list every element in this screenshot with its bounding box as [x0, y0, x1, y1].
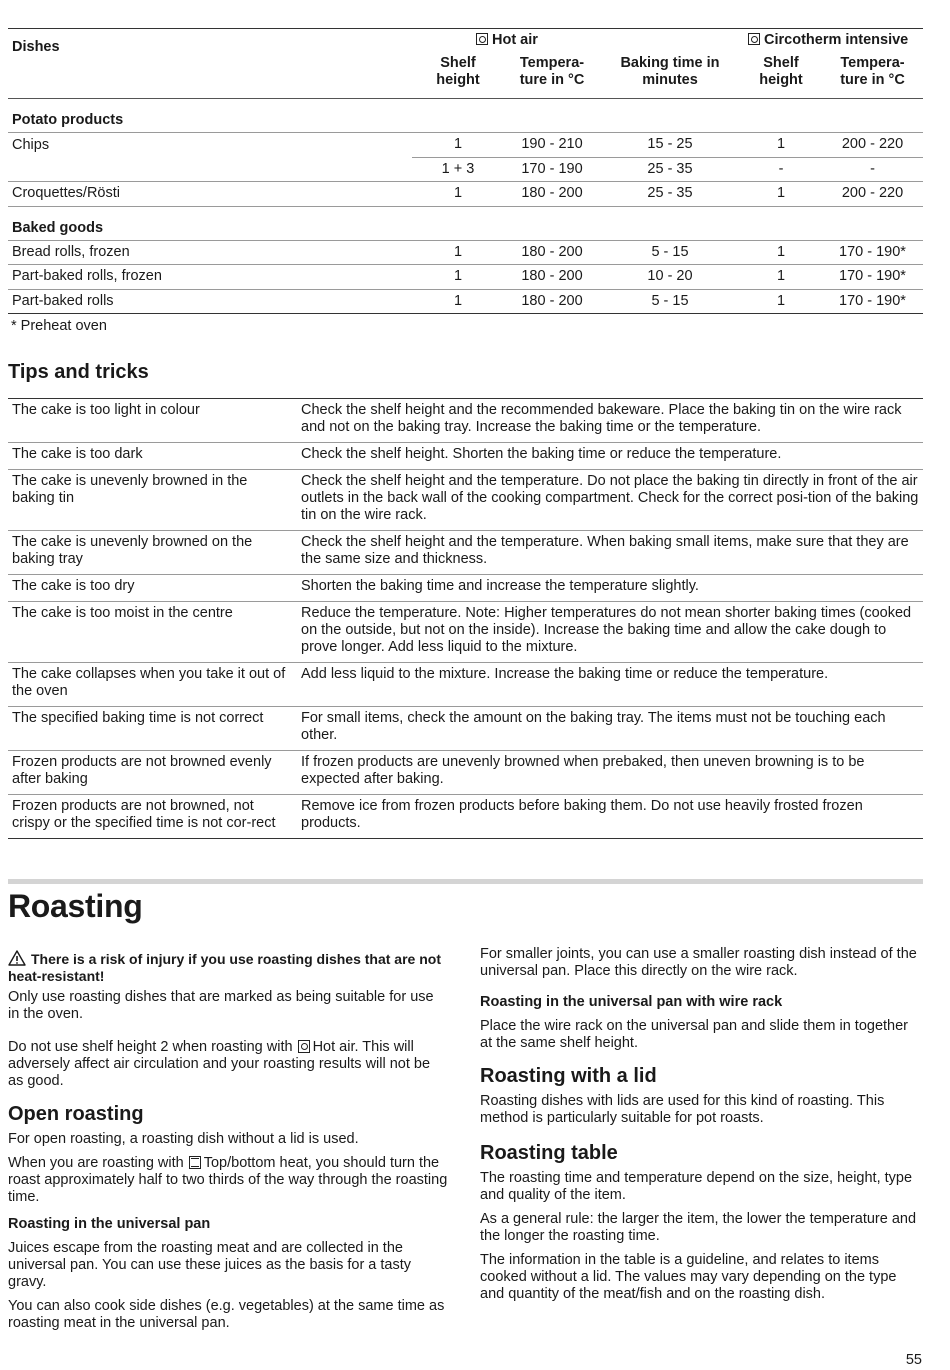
tips-table [8, 398, 923, 839]
paragraph: For open roasting, a roasting dish without a lid is used. [8, 1131, 359, 1147]
tips-row: The cake is too dark Check the shelf height. Shorten the baking time or reduce the temperature. [8, 443, 923, 470]
roasting-title: Roasting [8, 888, 143, 924]
tips-row: The cake is too light in colour Check the shelf height and the recommended bakeware. Place the baking tin on the wire rack and not on the baking tray. Increase the baking time or the temperature. [12, 402, 902, 435]
open-roasting-title: Open roasting [8, 1103, 144, 1125]
col-shelf-2: Shelf height [759, 54, 803, 88]
table-row: Part-baked rolls 1 180 - 200 5 - 15 1 170 - 190* [8, 289, 923, 314]
paragraph: Roasting dishes with lids are used for this kind of roasting. This method is particularly suitable for pot roasts. [480, 1093, 885, 1126]
tips-row: The cake is unevenly browned on the baking tray Check the shelf height and the temperature. When baking small items, make sure that they are the same size and thickness. [8, 531, 923, 575]
top-bottom-heat-icon [189, 1156, 201, 1169]
paragraph: Place the wire rack on the universal pan and slide them in together at the same shelf height. [480, 1018, 908, 1051]
table-row: 1 + 3 170 - 190 25 - 35 - - [8, 157, 923, 182]
tips-row: The cake collapses when you take it out of the oven Add less liquid to the mixture. Increase the baking time or reduce the temperature. [8, 663, 923, 707]
table-row: Croquettes/Rösti 1 180 - 200 25 - 35 1 200 - 220 [8, 182, 923, 207]
col-temp-1: Tempera- ture in °C [519, 54, 585, 88]
roasting-right-column [480, 946, 920, 1310]
tips-title: Tips and tricks [8, 361, 149, 383]
warning-notice: There is a risk of injury if you use roasting dishes that are not heat-resistant! [8, 951, 441, 984]
col-shelf-1: Shelf height [436, 54, 480, 88]
circotherm-icon [748, 33, 760, 45]
page-number: 55 [905, 1352, 922, 1368]
section-baked-goods: Baked goods [8, 206, 923, 240]
section-divider [8, 879, 923, 884]
roasting-table-title: Roasting table [480, 1142, 618, 1164]
col-temp-2: Tempera- ture in °C [840, 54, 905, 88]
paragraph: The roasting time and temperature depend on the size, height, type and quality of the item. [480, 1170, 913, 1203]
paragraph: Juices escape from the roasting meat and are collected in the universal pan. You can use these juices as the basis for a tasty gravy. [8, 1240, 412, 1290]
table-footnote: * Preheat oven [11, 318, 107, 334]
paragraph: As a general rule: the larger the item, the lower the temperature and the longer the roasting time. [480, 1211, 917, 1244]
mode-hot-air: Hot air [412, 29, 740, 51]
table-header-columns [8, 51, 923, 99]
paragraph: You can also cook side dishes (e.g. vegetables) at the same time as roasting meat in the universal pan. [8, 1298, 445, 1331]
table-row: Bread rolls, frozen 1 180 - 200 5 - 15 1 170 - 190* [8, 240, 923, 265]
roasting-left-column [8, 946, 448, 1339]
paragraph: The information in the table is a guideline, and relates to items cooked without a lid. The values may vary depending on the type and quantity of the meat/fish and on the roasting dish. [480, 1252, 897, 1302]
hot-air-icon [298, 1040, 310, 1053]
tips-row: Frozen products are not browned evenly after baking If frozen products are unevenly browned when prebaked, then uneven browning is to be expected after baking. [8, 751, 923, 795]
table-row: Chips 1 190 - 210 15 - 25 1 200 - 220 [12, 136, 904, 153]
section-potato: Potato products [8, 99, 923, 133]
tips-row: The cake is too moist in the centre Reduce the temperature. Note: Higher temperatures do not mean shorter baking times (cooked on the outside, but not on the inside). Increase the baking time and allow the cake dough to prove longer. Add less liquid to the mixture. [8, 602, 923, 663]
baking-table [8, 28, 923, 314]
tips-row: The cake is too dry Shorten the baking time and increase the temperature slightly. [8, 575, 923, 602]
hot-air-icon [476, 33, 488, 45]
warning-triangle-icon [8, 950, 26, 966]
col-time: Baking time in minutes [620, 54, 720, 88]
roasting-lid-title: Roasting with a lid [480, 1065, 657, 1087]
paragraph: For smaller joints, you can use a smaller roasting dish instead of the universal pan. Place this directly on the wire rack. [480, 946, 917, 979]
col-dishes: Dishes [12, 38, 60, 55]
mode-circotherm: Circotherm intensive [740, 29, 923, 51]
table-header-modes [8, 29, 923, 51]
paragraph: When you are roasting with Top/bottom heat, you should turn the roast approximately half to two thirds of the way through the roasting time. [8, 1155, 448, 1205]
tips-row: Frozen products are not browned, not crispy or the specified time is not cor-rect Remove ice from frozen products before baking them. Do not use heavily frosted frozen products. [8, 795, 923, 839]
tips-row: The cake is unevenly browned in the baking tin Check the shelf height and the temperature. Do not place the baking tin directly in front of the air outlets in the back wall of the cooking compartment. Check for the correct posi-tion of the baking tin on the wire rack. [8, 470, 923, 531]
table-row: Part-baked rolls, frozen 1 180 - 200 10 - 20 1 170 - 190* [8, 265, 923, 290]
universal-pan-title: Roasting in the universal pan [8, 1216, 211, 1232]
wire-rack-title: Roasting in the universal pan with wire rack [480, 994, 783, 1010]
tips-row: The specified baking time is not correct For small items, check the amount on the baking tray. The items must not be touching each other. [8, 707, 923, 751]
paragraph: Only use roasting dishes that are marked as being suitable for use in the oven. [8, 989, 434, 1022]
paragraph: Do not use shelf height 2 when roasting with Hot air. This will adversely affect air circulation and your roasting results will not be as good. [8, 1039, 431, 1089]
